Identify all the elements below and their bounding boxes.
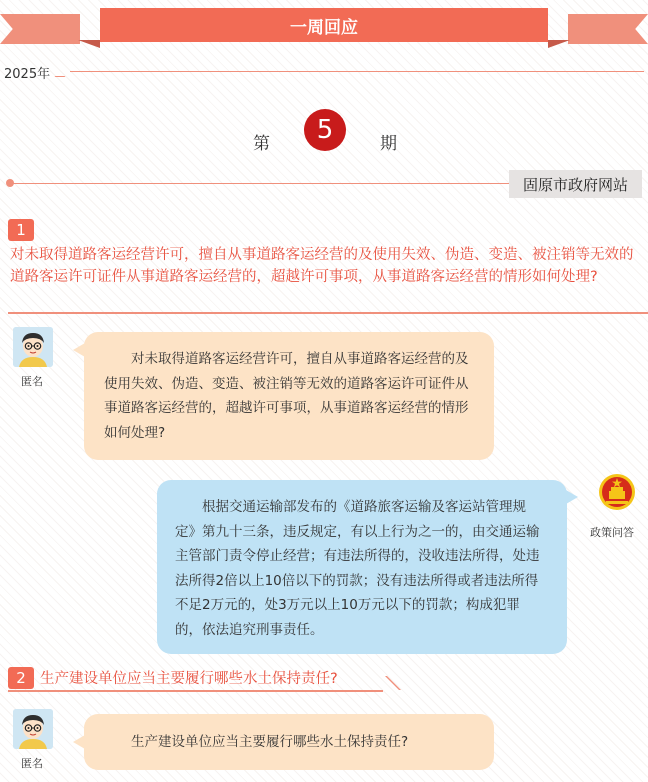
issue-suffix: 期 (380, 134, 397, 154)
question-number-badge: 2 (8, 667, 34, 689)
cartoon-user-avatar-icon (13, 709, 53, 749)
answer-bubble-tail (566, 490, 578, 504)
national-emblem-icon (597, 472, 637, 512)
question-title: 对未取得道路客运经营许可，擅自从事道路客运经营的及使用失效、伪造、变造、被注销等无效的道路客运许可证件从事道路客运经营的，超越许可事项，从事道路客运经营的情形如何处理? (10, 247, 634, 285)
page-title: 一周回应 (100, 8, 548, 42)
source-divider (10, 183, 510, 184)
ribbon-right-tail (568, 14, 648, 44)
asker-avatar (13, 709, 53, 749)
answerer-name: 政策问答 (590, 526, 634, 539)
ribbon-left-tail (0, 14, 80, 44)
question-bubble: 对未取得道路客运经营许可，擅自从事道路客运经营的及使用失效、伪造、变造、被注销等无效的道路客运许可证件从事道路客运经营的，超越许可事项，从事道路客运经营的情形如何处理? (84, 332, 494, 460)
asker-avatar (13, 327, 53, 367)
asker-name: 匿名 (21, 375, 43, 388)
ribbon-left-fold (78, 40, 100, 48)
question-divider (8, 690, 383, 692)
question-divider-slant (373, 676, 401, 690)
ribbon-right-fold (548, 40, 570, 48)
cartoon-user-avatar-icon (13, 327, 53, 367)
answerer-avatar (597, 472, 637, 512)
answer-bubble: 根据交通运输部发布的《道路旅客运输及客运站管理规定》第九十三条，违反规定，有以上行为之一的，由交通运输主管部门责令停止经营；有违法所得的，没收违法所得，处违法所得2倍以上10倍以下的罚款；没有违法所得或者违法所得不足2万元的，处3万元以上10万元以下的罚款；构成犯罪的，依法追究刑事责任。 (157, 480, 567, 654)
issue-number-badge: 5 (304, 109, 346, 151)
source-label: 固原市政府网站 (509, 170, 642, 198)
question-bubble: 生产建设单位应当主要履行哪些水土保持责任? (84, 714, 494, 770)
question-number-badge: 1 (8, 219, 34, 241)
issue-prefix: 第 (253, 134, 270, 154)
question-title: 生产建设单位应当主要履行哪些水土保持责任? (40, 671, 338, 687)
issue-year: 2025年 (4, 67, 51, 82)
year-divider (70, 71, 644, 72)
question-divider (8, 312, 648, 314)
asker-name: 匿名 (21, 757, 43, 770)
